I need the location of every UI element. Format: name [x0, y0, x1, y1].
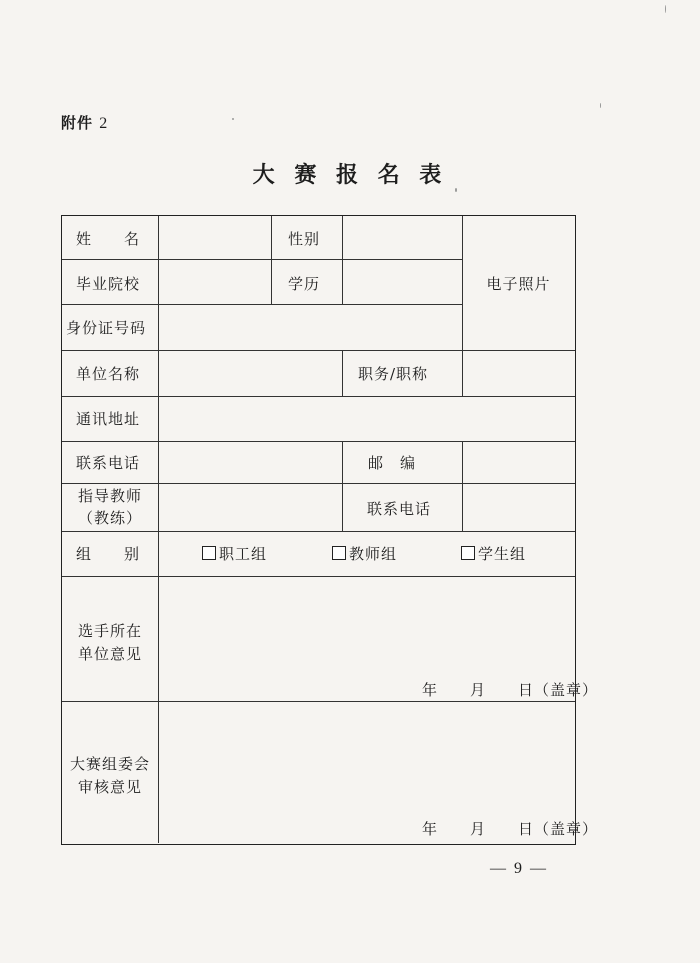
school-label: 毕业院校 [76, 275, 141, 293]
attachment-number: 2 [99, 115, 109, 132]
unit-opinion-line1: 选手所在 [77, 622, 142, 640]
phone-label: 联系电话 [76, 454, 141, 472]
registration-form-table [61, 215, 599, 845]
photo-label: 电子照片 [486, 275, 551, 293]
group-option-staff[interactable]: 职工组 [202, 544, 267, 564]
teacher-checkbox[interactable] [332, 546, 346, 560]
scan-speck [665, 5, 666, 13]
page-number: — 9 — [490, 860, 548, 877]
group-option-student[interactable]: 学生组 [461, 544, 526, 564]
employer-label: 单位名称 [76, 365, 141, 383]
committee-date-seal: 年 月 日（盖章） [422, 820, 599, 838]
teacher-label-line1: 指导教师 [77, 487, 142, 505]
teacher-phone-label: 联系电话 [367, 500, 432, 518]
staff-checkbox[interactable] [202, 546, 216, 560]
scan-speck [455, 188, 457, 192]
unit-date-seal: 年 月 日（盖章） [422, 681, 599, 699]
gender-label: 性别 [288, 230, 321, 248]
group-option-teacher[interactable]: 教师组 [332, 544, 397, 564]
page-title: 大 赛 报 名 表 [252, 163, 448, 188]
student-checkbox[interactable] [461, 546, 475, 560]
scan-speck [232, 118, 234, 120]
postcode-label: 邮 编 [368, 454, 417, 472]
committee-opinion-line2: 审核意见 [77, 778, 142, 796]
committee-opinion-line1: 大赛组委会 [69, 755, 150, 773]
unit-opinion-line2: 单位意见 [77, 645, 142, 663]
education-label: 学历 [288, 275, 321, 293]
id-number-label: 身份证号码 [66, 319, 147, 337]
position-label: 职务/职称 [358, 365, 429, 383]
group-label: 组 别 [76, 545, 141, 563]
name-label: 姓 名 [76, 230, 141, 248]
address-label: 通讯地址 [76, 410, 141, 428]
attachment-label: 附件 2 [61, 114, 109, 132]
teacher-label-line2: （教练） [77, 509, 142, 527]
scan-speck [600, 103, 601, 108]
